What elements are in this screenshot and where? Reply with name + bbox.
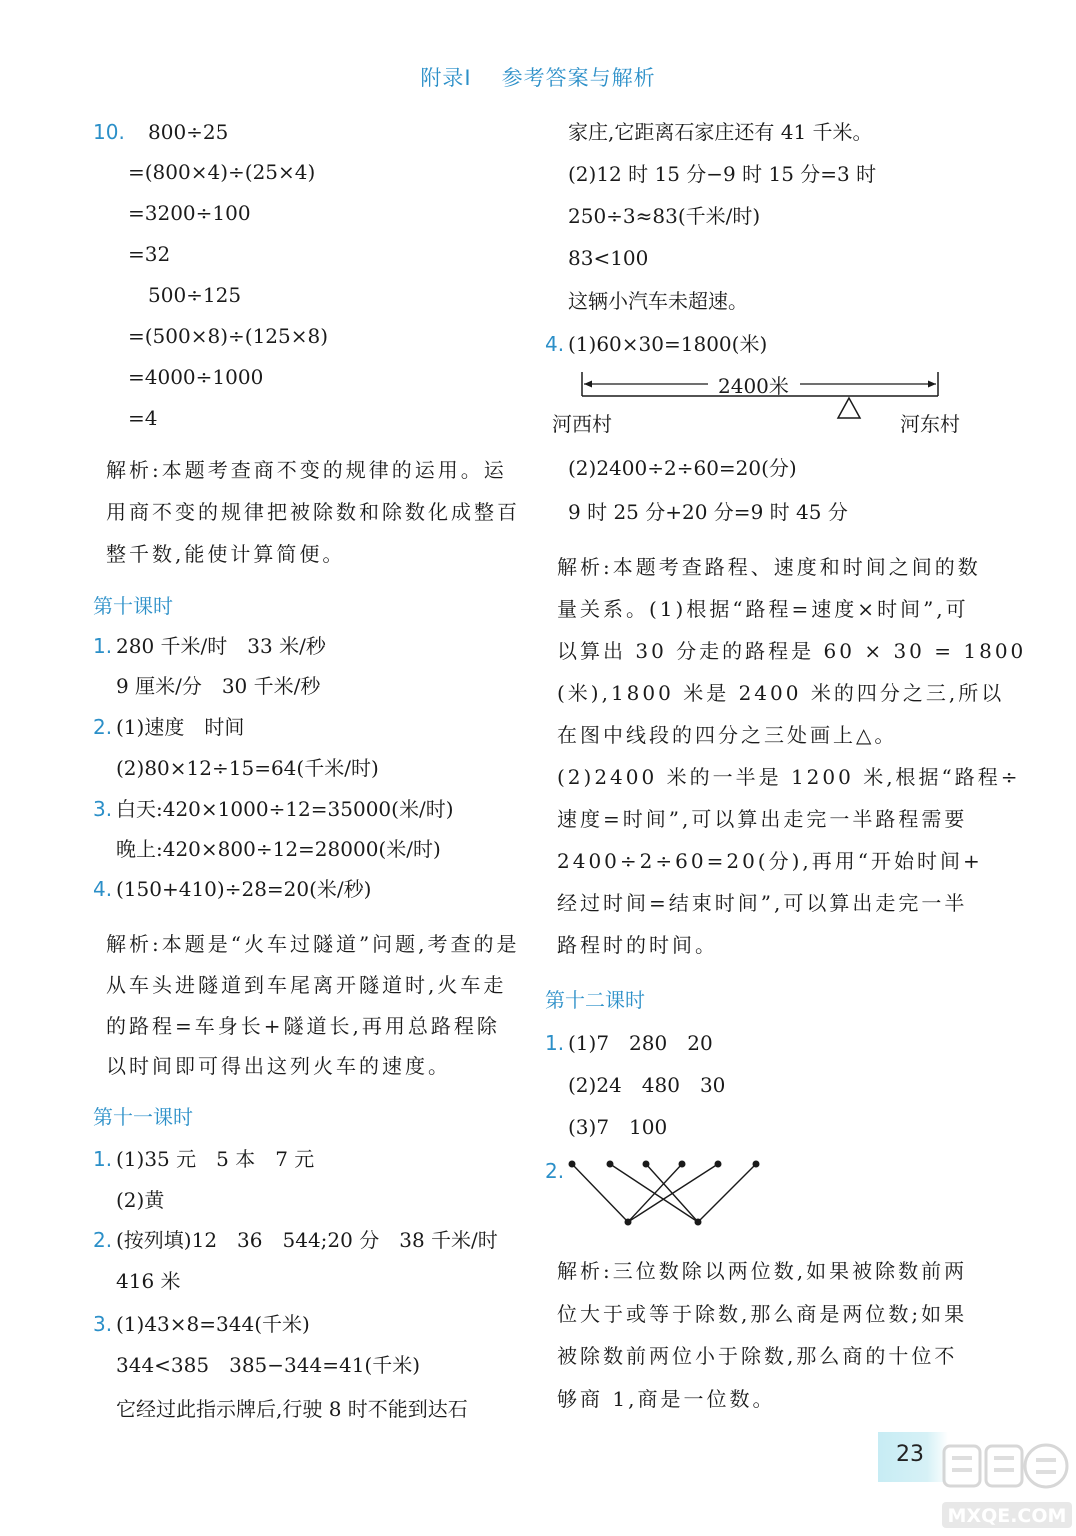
- question-number: 4.: [93, 877, 113, 901]
- answer-line: 白天:420×1000÷12=35000(米/时): [116, 797, 454, 821]
- page-header: [0, 62, 1076, 92]
- match-dot: [715, 1161, 722, 1168]
- header-appendix: 附录Ⅰ: [420, 66, 472, 90]
- q10-line: =4000÷1000: [128, 365, 264, 389]
- answer-line: 9 厘米/分 30 千米/秒: [116, 674, 321, 698]
- q10-line: =32: [128, 242, 171, 266]
- answer-line: 344<385 385−344=41(千米): [116, 1353, 421, 1377]
- answer-line: (2)黄: [116, 1188, 165, 1212]
- question-number: 3.: [93, 1312, 113, 1336]
- answer-line: (1)速度 时间: [116, 715, 245, 739]
- page-number: 23: [896, 1442, 924, 1467]
- answer-line: 250÷3≈83(千米/时): [568, 204, 761, 228]
- analysis-text: 用商不变的规律把被除数和除数化成整百: [106, 500, 520, 524]
- q10-line: =4: [128, 406, 158, 430]
- question-number: 2.: [93, 1228, 113, 1252]
- answer-line: (2)80×12÷15=64(千米/时): [116, 756, 379, 780]
- answer-line: (1)43×8=344(千米): [116, 1312, 310, 1336]
- watermark-char-box: [944, 1446, 980, 1486]
- question-number: 1.: [93, 1147, 113, 1171]
- watermark-char-circle: [1025, 1445, 1067, 1487]
- analysis-text: 从车头进隧道到车尾离开隧道时,火车走: [106, 973, 507, 997]
- watermark-url: MXQE.COM: [947, 1505, 1067, 1527]
- answer-line: (1)7 280 20: [568, 1031, 713, 1055]
- answer-line: (2)24 480 30: [568, 1073, 726, 1097]
- analysis-text: 2400÷2÷60=20(分),再用“开始时间+: [557, 849, 983, 873]
- section-title-lesson-11: 第十一课时: [93, 1105, 193, 1129]
- village-west-label: 河西村: [552, 412, 612, 436]
- arrow-left-icon: [584, 381, 592, 388]
- answer-line: (2)2400÷2÷60=20(分): [568, 456, 797, 480]
- analysis-text: 解析:本题考查路程、速度和时间之间的数: [557, 555, 981, 579]
- question-number: 1.: [545, 1031, 565, 1055]
- match-dot: [753, 1161, 760, 1168]
- watermark-logo: [938, 1440, 1076, 1536]
- q10-line: 800÷25: [148, 120, 229, 144]
- answer-line: 9 时 25 分+20 分=9 时 45 分: [568, 500, 848, 524]
- match-line: [698, 1164, 756, 1222]
- analysis-text: 够商 1,商是一位数。: [557, 1387, 776, 1411]
- analysis-text: 在图中线段的四分之三处画上△。: [557, 723, 898, 747]
- answer-line: (3)7 100: [568, 1115, 668, 1139]
- analysis-text: 路程时的时间。: [557, 933, 718, 957]
- analysis-text: 以算出 30 分走的路程是 60 × 30 = 1800: [557, 639, 1027, 663]
- analysis-text: 经过时间=结束时间”,可以算出走完一半: [557, 891, 968, 915]
- analysis-text: 的路程=车身长+隧道长,再用总路程除: [106, 1014, 500, 1038]
- answer-line: 280 千米/时 33 米/秒: [116, 634, 326, 658]
- village-east-label: 河东村: [900, 412, 960, 436]
- watermark-char-box: [986, 1446, 1022, 1486]
- section-title-lesson-12: 第十二课时: [545, 988, 645, 1012]
- answer-line: 晚上:420×800÷12=28000(米/时): [116, 837, 441, 861]
- q10-number: 10.: [93, 120, 125, 144]
- q10-line: 500÷125: [148, 283, 242, 307]
- analysis-text: 速度=时间”,可以算出走完一半路程需要: [557, 807, 968, 831]
- question-number: 1.: [93, 634, 113, 658]
- match-dot: [625, 1219, 632, 1226]
- answer-line: (1)60×30=1800(米): [568, 332, 768, 356]
- answer-line: (1)35 元 5 本 7 元: [116, 1147, 315, 1171]
- question-number: 2.: [93, 715, 113, 739]
- answer-line: (2)12 时 15 分−9 时 15 分=3 时: [568, 162, 877, 186]
- answer-line: (按列填)12 36 544;20 分 38 千米/时: [116, 1228, 498, 1252]
- analysis-text: 量关系。(1)根据“路程=速度×时间”,可: [557, 597, 969, 621]
- diagram-distance-label: 2400米: [718, 374, 789, 398]
- analysis-text: 整千数,能使计算简便。: [106, 542, 346, 566]
- triangle-marker-icon: [838, 398, 860, 418]
- analysis-text: (2)2400 米的一半是 1200 米,根据“路程÷: [557, 765, 1021, 789]
- q10-line: =(500×8)÷(125×8): [128, 324, 329, 348]
- answer-line: 它经过此指示牌后,行驶 8 时不能到达石: [116, 1397, 468, 1421]
- question-number: 4.: [545, 332, 565, 356]
- answer-line: 83<100: [568, 246, 649, 270]
- match-line: [572, 1164, 628, 1222]
- match-dot: [569, 1161, 576, 1168]
- answer-line: 416 米: [116, 1269, 181, 1293]
- question-number: 3.: [93, 797, 113, 821]
- q10-line: =(800×4)÷(25×4): [128, 160, 316, 184]
- match-dot: [679, 1161, 686, 1168]
- analysis-text: 解析:三位数除以两位数,如果被除数前两: [557, 1259, 968, 1283]
- analysis-text: (米),1800 米是 2400 米的四分之三,所以: [557, 681, 1005, 705]
- answer-line: 这辆小汽车未超速。: [568, 289, 748, 313]
- match-dot: [695, 1219, 702, 1226]
- section-title-lesson-10: 第十课时: [93, 594, 173, 618]
- analysis-text: 解析:本题考查商不变的规律的运用。运: [106, 458, 507, 482]
- answer-line: 家庄,它距离石家庄还有 41 千米。: [568, 120, 873, 144]
- answer-line: (150+410)÷28=20(米/秒): [116, 877, 372, 901]
- analysis-text: 以时间即可得出这列火车的速度。: [106, 1054, 451, 1078]
- analysis-text: 解析:本题是“火车过隧道”问题,考查的是: [106, 932, 520, 956]
- match-dot: [643, 1161, 650, 1168]
- analysis-text: 被除数前两位小于除数,那么商的十位不: [557, 1344, 958, 1368]
- question-number: 2.: [545, 1159, 565, 1183]
- q10-line: =3200÷100: [128, 201, 251, 225]
- arrow-right-icon: [928, 381, 936, 388]
- matching-diagram: [560, 1156, 770, 1228]
- match-dot: [607, 1161, 614, 1168]
- header-title: 参考答案与解析: [501, 66, 656, 90]
- analysis-text: 位大于或等于除数,那么商是两位数;如果: [557, 1302, 968, 1326]
